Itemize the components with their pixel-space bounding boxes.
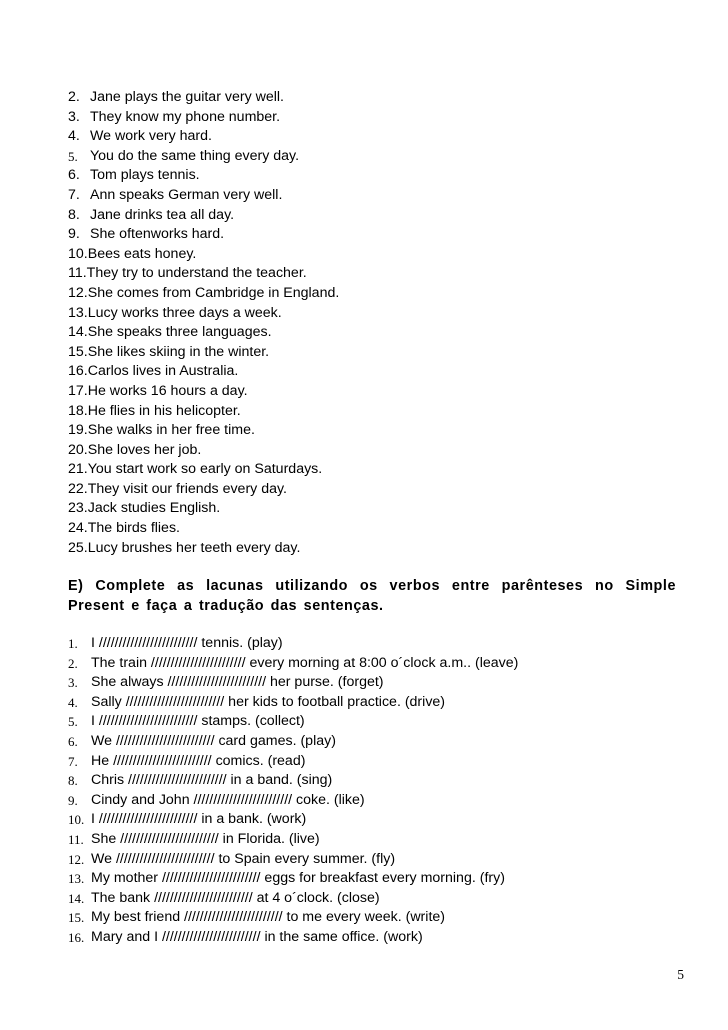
list-item — [68, 539, 688, 559]
item-number: 25. — [68, 539, 88, 556]
item-text: They visit our friends every day. — [87, 480, 287, 497]
list-item — [68, 304, 688, 324]
item-text: They try to understand the teacher. — [86, 265, 307, 282]
list-item — [68, 693, 688, 713]
item-text: Bees eats honey. — [87, 245, 197, 262]
item-text: The train //////////////////////// every morning at 8:00 o´clock a.m.. (leave) — [91, 654, 519, 671]
item-number: 9. — [68, 792, 78, 808]
list-item — [68, 147, 688, 167]
list-item — [68, 519, 688, 539]
item-number: 5. — [68, 714, 78, 730]
item-text: Carlos lives in Australia. — [87, 363, 239, 380]
item-number: 6. — [68, 733, 78, 749]
list-item — [68, 127, 688, 147]
item-number: 5. — [68, 148, 78, 164]
item-number: 13. — [68, 304, 88, 321]
list-item — [68, 732, 688, 752]
item-text: They know my phone number. — [90, 108, 281, 125]
item-number: 11. — [68, 831, 84, 847]
item-text: Jane plays the guitar very well. — [90, 89, 284, 105]
item-text: We ///////////////////////// card games. (play) — [91, 732, 336, 749]
item-number: 15. — [68, 343, 88, 360]
item-number: 13. — [68, 871, 85, 887]
item-text: She walks in her free time. — [87, 422, 255, 439]
item-text: Jane drinks tea all day. — [90, 206, 235, 223]
item-text: Lucy brushes her teeth every day. — [87, 539, 301, 556]
item-text: I ///////////////////////// stamps. (collect) — [91, 713, 305, 730]
item-number: 4. — [68, 128, 80, 145]
item-number: 12. — [68, 284, 88, 301]
item-number: 14. — [68, 324, 88, 341]
item-number: 6. — [68, 167, 80, 184]
item-text: Cindy and John ///////////////////////// coke. (like) — [91, 791, 365, 808]
item-number: 2. — [68, 655, 78, 671]
item-text: My mother ///////////////////////// eggs for breakfast every morning. (fry) — [91, 870, 505, 887]
item-text: She always ///////////////////////// her purse. (forget) — [91, 674, 384, 691]
item-number: 4. — [68, 694, 78, 710]
item-text: Sally ///////////////////////// her kids to football practice. (drive) — [91, 693, 446, 710]
list-item — [68, 421, 688, 441]
sentence-list-d — [68, 88, 688, 558]
list-item — [68, 908, 688, 928]
list-item — [68, 323, 688, 343]
item-number: 3. — [68, 108, 80, 125]
page-number: 5 — [677, 967, 684, 982]
list-item — [68, 225, 688, 245]
item-number: 9. — [68, 226, 80, 243]
list-item — [68, 771, 688, 791]
item-text: She ///////////////////////// in Florida. (live) — [91, 830, 320, 847]
item-number: 8. — [68, 773, 78, 789]
list-item — [68, 245, 688, 265]
item-number: 22. — [68, 480, 88, 497]
item-text: We ///////////////////////// to Spain every summer. (fly) — [91, 850, 396, 867]
item-text: We work very hard. — [90, 128, 212, 145]
item-number: 8. — [68, 206, 80, 223]
list-item — [68, 850, 688, 870]
item-text: He works 16 hours a day. — [87, 382, 248, 399]
section-e-heading: E) Complete as lacunas utilizando os verbos entre parênteses no Simple Present e faça a tradução das sentenças. — [68, 578, 676, 614]
item-text: She speaks three languages. — [87, 324, 272, 341]
item-number: 20. — [68, 441, 88, 458]
list-item — [68, 186, 688, 206]
list-item — [68, 889, 688, 909]
list-item — [68, 830, 688, 850]
list-item — [68, 206, 688, 226]
item-text: Mary and I ///////////////////////// in the same office. (work) — [91, 928, 423, 945]
list-item — [68, 362, 688, 382]
list-item — [68, 264, 688, 284]
item-number: 16. — [68, 363, 88, 380]
item-text: You start work so early on Saturdays. — [87, 461, 323, 478]
item-text: The birds flies. — [87, 520, 180, 537]
item-number: 19. — [68, 422, 88, 439]
list-item — [68, 673, 688, 693]
item-text: Chris ///////////////////////// in a band. (sing) — [91, 772, 333, 789]
item-number: 7. — [68, 753, 78, 769]
list-item — [68, 869, 688, 889]
list-item — [68, 499, 688, 519]
list-item — [68, 343, 688, 363]
list-item — [68, 108, 688, 128]
item-text: He flies in his helicopter. — [87, 402, 241, 419]
item-text: I ///////////////////////// tennis. (play) — [91, 635, 283, 651]
item-text: The bank ///////////////////////// at 4 o´clock. (close) — [91, 889, 380, 906]
item-number: 14. — [68, 890, 85, 906]
item-text: Tom plays tennis. — [90, 167, 200, 184]
list-item — [68, 752, 688, 772]
item-number: 15. — [68, 910, 85, 926]
item-text: I ///////////////////////// in a bank. (work) — [91, 811, 307, 828]
list-item — [68, 441, 688, 461]
list-item — [68, 402, 688, 422]
item-text: Ann speaks German very well. — [90, 186, 283, 203]
item-number: 3. — [68, 675, 78, 691]
item-text: He ///////////////////////// comics. (read) — [91, 752, 306, 769]
item-text: My best friend ///////////////////////// to me every week. (write) — [91, 909, 445, 926]
list-item — [68, 654, 688, 674]
item-text: She likes skiing in the winter. — [87, 343, 270, 360]
item-number: 1. — [68, 636, 78, 651]
list-item — [68, 928, 688, 948]
item-text: She comes from Cambridge in England. — [87, 284, 340, 301]
list-item — [68, 791, 688, 811]
item-number: 17. — [68, 382, 88, 399]
list-item — [68, 480, 688, 500]
item-number: 21. — [68, 461, 88, 478]
list-item — [68, 712, 688, 732]
item-number: 11. — [68, 265, 87, 282]
item-text: She loves her job. — [87, 441, 202, 458]
list-item — [68, 284, 688, 304]
item-number: 2. — [68, 89, 80, 105]
item-number: 23. — [68, 500, 88, 517]
item-text: Lucy works three days a week. — [87, 304, 282, 321]
item-text: You do the same thing every day. — [90, 147, 300, 164]
list-item — [68, 810, 688, 830]
list-item — [68, 166, 688, 186]
item-number: 16. — [68, 929, 85, 945]
item-number: 10. — [68, 245, 88, 262]
item-number: 7. — [68, 186, 80, 203]
item-number: 18. — [68, 402, 88, 419]
list-item — [68, 634, 688, 654]
item-text: Jack studies English. — [87, 500, 221, 517]
item-number: 24. — [68, 520, 88, 537]
item-number: 10. — [68, 812, 85, 828]
list-item — [68, 88, 688, 108]
list-item — [68, 382, 688, 402]
exercise-list-e — [68, 634, 688, 948]
list-item — [68, 460, 688, 480]
item-number: 12. — [68, 851, 85, 867]
item-text: She oftenworks hard. — [90, 226, 225, 243]
